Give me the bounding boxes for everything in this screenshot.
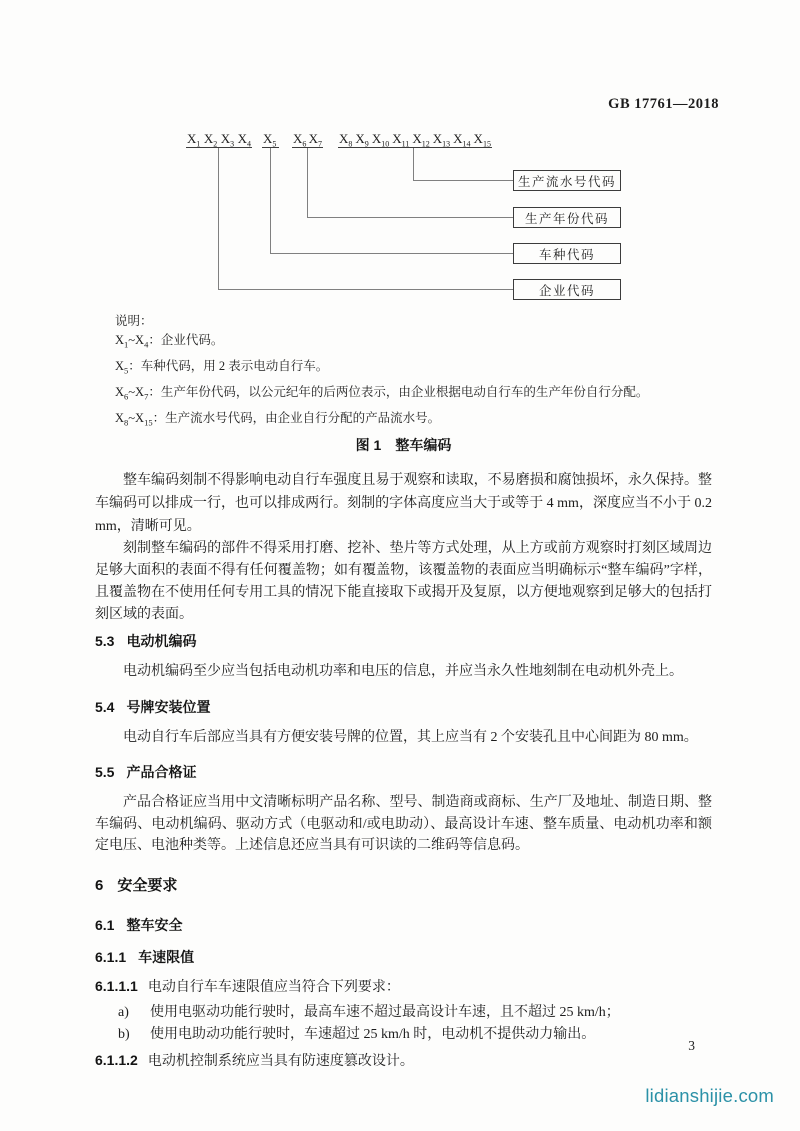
page-number: 3 <box>688 1038 695 1053</box>
standard-number: GB 17761—2018 <box>608 96 719 112</box>
connector-line <box>218 148 219 289</box>
x-label: $X_{12}$ <box>412 131 430 149</box>
code-group-serial-number <box>338 133 492 148</box>
section-heading-5-4: 5.4 号牌安装位置 <box>95 699 211 715</box>
list-item: a) 使用电驱动功能行驶时，最高车速不超过最高设计车速，且不超过 25 km/h； <box>118 1004 620 1020</box>
label-box-production-year: 生产年份代码 <box>513 207 621 228</box>
chapter-heading-6: 6 安全要求 <box>95 876 178 894</box>
notes-label: 说明： <box>115 314 153 328</box>
section-heading-5-3: 5.3 电动机编码 <box>95 633 197 649</box>
section-heading-6-1-1: 6.1.1 车速限值 <box>95 948 195 965</box>
x-label: $X_7$ <box>308 131 322 149</box>
paragraph: 电动自行车后部应当具有方便安装号牌的位置，其上应当有 2 个安装孔且中心间距为 80 mm。 <box>123 730 698 745</box>
connector-line <box>270 148 271 253</box>
connector-line <box>413 148 414 180</box>
note-line: $X_6\sim X_7$：生产年份代码，以公元纪年的后两位表示，由企业根据电动自行车的生产年份自行分配。 <box>115 385 649 402</box>
x-label: $X_{14}$ <box>453 131 471 149</box>
label-box-vehicle-type: 车种代码 <box>513 243 621 264</box>
label-box-serial-number: 生产流水号代码 <box>513 170 621 191</box>
x-label: $X_{11}$ <box>392 131 410 149</box>
connector-line <box>307 217 513 218</box>
connector-line <box>413 180 513 181</box>
x-label: $X_6$ <box>293 131 307 149</box>
x-label: $X_{13}$ <box>432 131 451 149</box>
x-label: $X_8$ <box>339 131 353 149</box>
x-label: $X_2$ <box>203 131 218 149</box>
section-heading-6-1: 6.1 整车安全 <box>95 916 183 933</box>
connector-line <box>270 253 513 254</box>
note-line: $X_5$：车种代码，用 2 表示电动自行车。 <box>115 359 329 376</box>
x-label: $X_5$ <box>263 131 277 149</box>
code-group-vehicle-type <box>262 133 279 148</box>
x-label: $X_{15}$ <box>473 131 491 149</box>
clause-6-1-1-1: 6.1.1.1 电动自行车车速限值应当符合下列要求： <box>95 977 400 995</box>
paragraph: 刻制整车编码的部件不得采用打磨、挖补、垫片等方式处理，从上方或前方观察时打刻区域周边足够大面积的表面不得有任何覆盖物；如有覆盖物，该覆盖物的表面应当明确标示“整车编码”字样，且覆盖物在不使用任何专用工具的情况下能直接取下或揭开及复原，以方便地观察到足够大的包括打刻区域的表面。 <box>95 541 712 622</box>
text-column <box>95 312 712 1073</box>
note-line: $X_8\sim X_{15}$：生产流水号代码，由企业自行分配的产品流水号。 <box>115 411 441 428</box>
list-item: b) 使用电助动功能行驶时，车速超过 25 km/h 时，电动机不提供动力输出。 <box>118 1026 596 1042</box>
x-label: $X_9$ <box>355 131 369 149</box>
watermark-text: lidianshijie.com <box>645 1085 774 1106</box>
paragraph: 整车编码刻制不得影响电动自行车强度且易于观察和读取，不易磨损和腐蚀损坏，永久保持。整车编码可以排成一行，也可以排成两行。刻制的字体高度应当大于或等于 4 mm，深度应当不小于 0.2 mm，清晰可见。 <box>95 473 712 534</box>
label-box-enterprise: 企业代码 <box>513 279 621 300</box>
connector-line <box>218 289 513 290</box>
paragraph: 电动机编码至少应当包括电动机功率和电压的信息，并应当永久性地刻制在电动机外壳上。 <box>123 664 683 679</box>
x-label: $X_4$ <box>237 131 251 149</box>
connector-line <box>307 148 308 217</box>
code-group-production-year <box>292 133 323 148</box>
section-heading-5-5: 5.5 产品合格证 <box>95 764 197 780</box>
figure-caption: 图 1 整车编码 <box>355 437 452 453</box>
paragraph: 产品合格证应当用中文清晰标明产品名称、型号、制造商或商标、生产厂及地址、制造日期、整车编码、电动机编码、驱动方式（电驱动和/或电助动）、最高设计车速、整车质量、电动机功率和额定电压、电池种类等。上述信息还应当具有可识读的二维码等信息码。 <box>95 795 712 853</box>
clause-6-1-1-2: 6.1.1.2 电动机控制系统应当具有防速度篡改设计。 <box>95 1051 414 1069</box>
x-label: $X_{10}$ <box>371 131 390 149</box>
code-group-enterprise <box>186 133 252 148</box>
x-label: $X_3$ <box>220 131 235 149</box>
figure-notes <box>95 312 712 434</box>
note-line: $X_1\sim X_4$：企业代码。 <box>115 333 224 350</box>
x-label: $X_1$ <box>187 131 201 149</box>
requirement-list <box>95 1002 712 1046</box>
